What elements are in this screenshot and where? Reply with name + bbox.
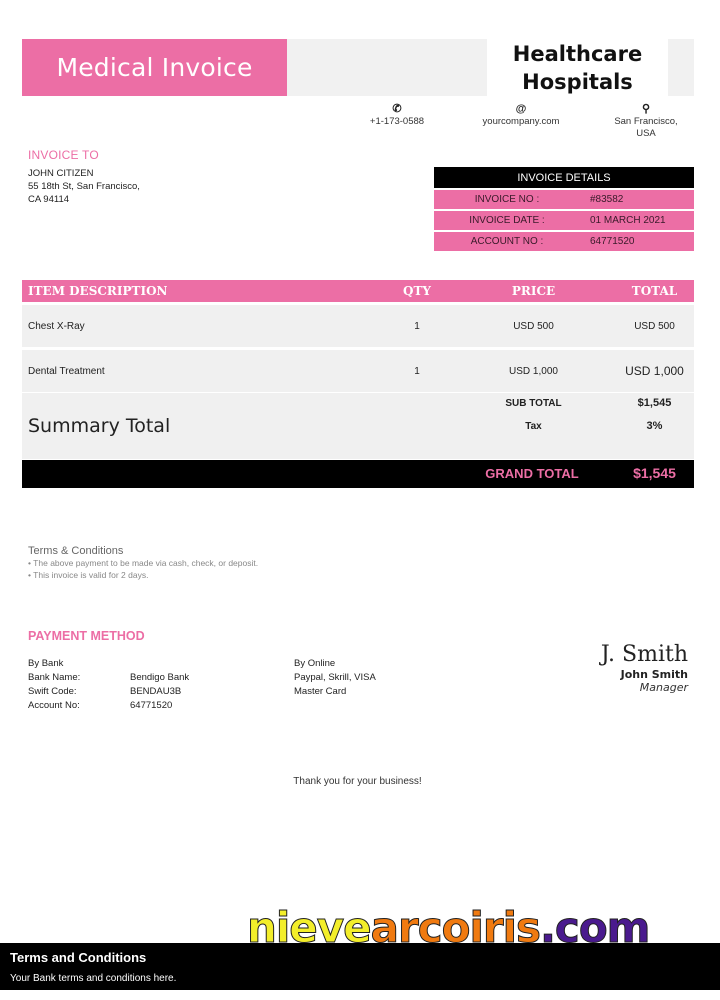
contact-location bbox=[606, 103, 686, 140]
account-number-row bbox=[434, 232, 694, 251]
subtotal-label: SUB TOTAL bbox=[505, 398, 562, 409]
contact-phone bbox=[360, 103, 434, 128]
location-line2: USA bbox=[636, 128, 656, 139]
tax-value: 3% bbox=[646, 420, 663, 432]
header-qty: QTY bbox=[403, 284, 431, 298]
watermark-part1: nieve bbox=[247, 903, 371, 952]
bank-values bbox=[130, 671, 189, 713]
grand-total-value: $1,545 bbox=[633, 465, 676, 481]
detail-value: #83582 bbox=[590, 194, 624, 205]
invoice-to-address bbox=[28, 167, 140, 206]
signature-block bbox=[601, 642, 688, 694]
phone-icon: ✆ bbox=[392, 103, 402, 115]
bank-labels bbox=[28, 657, 80, 713]
online-methods-line2: Master Card bbox=[294, 686, 347, 697]
online-methods-line1: Paypal, Skrill, VISA bbox=[294, 672, 376, 683]
company-name-line2: Hospitals bbox=[522, 70, 633, 94]
footer-text: Your Bank terms and conditions here. bbox=[10, 973, 177, 984]
detail-label: ACCOUNT NO : bbox=[470, 236, 544, 247]
item-qty: 1 bbox=[414, 365, 420, 377]
watermark-part3: .com bbox=[539, 903, 650, 952]
footer-heading: Terms and Conditions bbox=[10, 950, 147, 965]
summary-label: Summary Total bbox=[28, 415, 171, 437]
invoice-date-row bbox=[434, 211, 694, 230]
bank-name-label: Bank Name: bbox=[28, 672, 81, 683]
summary-section bbox=[22, 393, 694, 459]
detail-label: INVOICE NO : bbox=[474, 194, 540, 205]
online-payment bbox=[294, 657, 376, 699]
by-online-title: By Online bbox=[294, 658, 336, 669]
company-name-line1: Healthcare bbox=[512, 42, 643, 66]
watermark-logo bbox=[247, 903, 649, 953]
item-total: USD 1,000 bbox=[625, 364, 684, 378]
account-no-value: 64771520 bbox=[130, 700, 173, 711]
detail-value: 64771520 bbox=[590, 236, 635, 247]
table-row bbox=[22, 350, 694, 392]
terms-section bbox=[28, 545, 258, 581]
items-table bbox=[22, 280, 694, 392]
company-name bbox=[487, 39, 668, 96]
item-description: Dental Treatment bbox=[28, 365, 105, 377]
invoice-number-row bbox=[434, 190, 694, 209]
invoice-to-label: INVOICE TO bbox=[28, 148, 99, 162]
customer-name: JOHN CITIZEN bbox=[28, 168, 94, 179]
item-total: USD 500 bbox=[634, 320, 675, 332]
watermark-part2: arcoiris bbox=[370, 903, 540, 952]
address-line1: 55 18th St, San Francisco, bbox=[28, 181, 140, 192]
grand-total-label: GRAND TOTAL bbox=[485, 466, 579, 481]
location-pin-icon: ⚲ bbox=[641, 103, 651, 115]
signer-name: John Smith bbox=[620, 668, 688, 681]
invoice-details-heading: INVOICE DETAILS bbox=[434, 167, 694, 188]
tax-label: Tax bbox=[525, 421, 542, 432]
item-price: USD 1,000 bbox=[509, 365, 558, 377]
item-qty: 1 bbox=[414, 320, 420, 332]
table-header bbox=[22, 280, 694, 302]
swift-code-label: Swift Code: bbox=[28, 686, 77, 697]
location-line1: San Francisco, bbox=[614, 116, 678, 127]
at-icon: @ bbox=[515, 103, 527, 115]
signature-script: J. Smith bbox=[600, 642, 688, 667]
contact-email bbox=[470, 103, 572, 128]
signer-role: Manager bbox=[639, 681, 688, 694]
invoice-details bbox=[434, 167, 694, 253]
grand-total-bar bbox=[22, 460, 694, 488]
payment-method-heading: PAYMENT METHOD bbox=[28, 629, 145, 643]
email-text: yourcompany.com bbox=[482, 116, 560, 127]
item-price: USD 500 bbox=[513, 320, 554, 332]
swift-code-value: BENDAU3B bbox=[130, 686, 182, 697]
item-description: Chest X-Ray bbox=[28, 320, 85, 332]
by-bank-title: By Bank bbox=[28, 658, 64, 669]
detail-label: INVOICE DATE : bbox=[469, 215, 545, 226]
table-row bbox=[22, 305, 694, 347]
account-no-label: Account No: bbox=[28, 700, 80, 711]
header-price: PRICE bbox=[511, 284, 556, 298]
header-total: TOTAL bbox=[631, 284, 678, 298]
phone-text: +1-173-0588 bbox=[369, 116, 425, 127]
invoice-title: Medical Invoice bbox=[22, 39, 287, 96]
terms-heading: Terms & Conditions bbox=[28, 545, 124, 557]
header-description: ITEM DESCRIPTION bbox=[28, 284, 168, 298]
terms-item: • This invoice is valid for 2 days. bbox=[28, 570, 149, 580]
bank-name-value: Bendigo Bank bbox=[130, 672, 190, 683]
terms-item: • The above payment to be made via cash, check, or deposit. bbox=[28, 558, 259, 568]
subtotal-value: $1,545 bbox=[637, 397, 672, 409]
thank-you-message: Thank you for your business! bbox=[293, 776, 422, 787]
detail-value: 01 MARCH 2021 bbox=[590, 215, 666, 226]
address-line2: CA 94114 bbox=[28, 194, 70, 205]
